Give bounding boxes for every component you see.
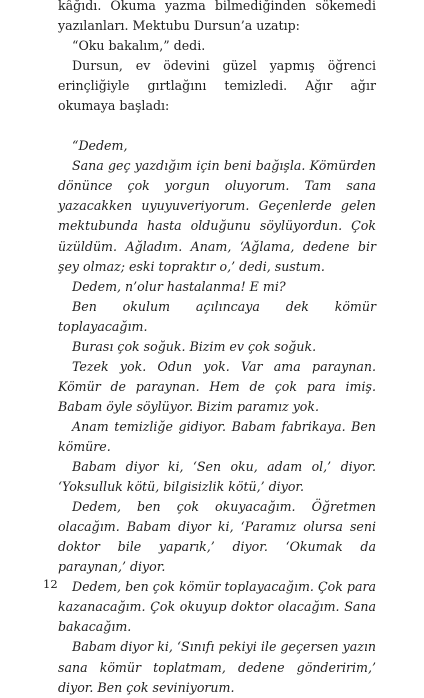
- letter-paragraph: Sana geç yazdığım için beni bağışla. Kömürden dönünce çok yorgun oluyorum. Tam sana yazacakken uyuyuveriyorum. Geçenlerde gelen mektubunda hasta olduğunu söylüyordun. Çok üzüldüm. Ağladım. Anam, ‘Ağlama, dedene bir şey olmaz; eski topraktır o,’ dedi, sustum.: [58, 158, 376, 274]
- body-text: [58, 0, 376, 698]
- letter-paragraph: Ben okulum açılıncaya dek kömür toplayacağım.: [58, 298, 376, 334]
- letter-paragraph: Tezek yok. Odun yok. Var ama paraynan. Kömür de paraynan. Hem de çok para imiş. Babam öyle söylüyor. Bizim paramız yok.: [58, 358, 376, 414]
- letter-paragraph: Dedem, ben çok okuyacağım. Öğretmen olacağım. Babam diyor ki, ‘Paramız olursa seni doktor bile yaparık,’ diyor. ‘Okumak da paraynan,’ diyor.: [58, 499, 376, 575]
- paragraph-gap: [58, 116, 376, 136]
- letter-paragraph: Babam diyor ki, ‘Sınıfı pekiyi ile geçersen yazın sana kömür toplatmam, dedene gönderirim,’ diyor. Ben çok seviniyorum.: [58, 639, 376, 695]
- letter-paragraph: Babam diyor ki, ‘Sen oku, adam ol,’ diyor. ‘Yoksulluk kötü, bilgisizlik kötü,’ diyor.: [58, 459, 376, 495]
- paragraph: kâğıdı. Okuma yazma bilmediğinden sökemedi yazılanları. Mektubu Dursun’a uzatıp:: [58, 0, 376, 34]
- paragraph: “Oku bakalım,” dedi.: [72, 38, 206, 54]
- letter-salutation: “Dedem,: [72, 138, 128, 154]
- page-number: 12: [43, 577, 58, 591]
- paragraph: Dursun, ev ödevini güzel yapmış öğrenci erinçliğiyle gırtlağını temizledi. Ağır ağır okumaya başladı:: [58, 58, 376, 114]
- letter-paragraph: Dedem, n’olur hastalanma! E mi?: [72, 278, 286, 294]
- letter-paragraph: Dedem, ben çok kömür toplayacağım. Çok para kazanacağım. Çok okuyup doktor olacağım. Sana bakacağım.: [58, 579, 376, 635]
- letter-paragraph: Burası çok soğuk. Bizim ev çok soğuk.: [72, 338, 317, 354]
- letter-paragraph: Anam temizliğe gidiyor. Babam fabrikaya. Ben kömüre.: [58, 418, 376, 454]
